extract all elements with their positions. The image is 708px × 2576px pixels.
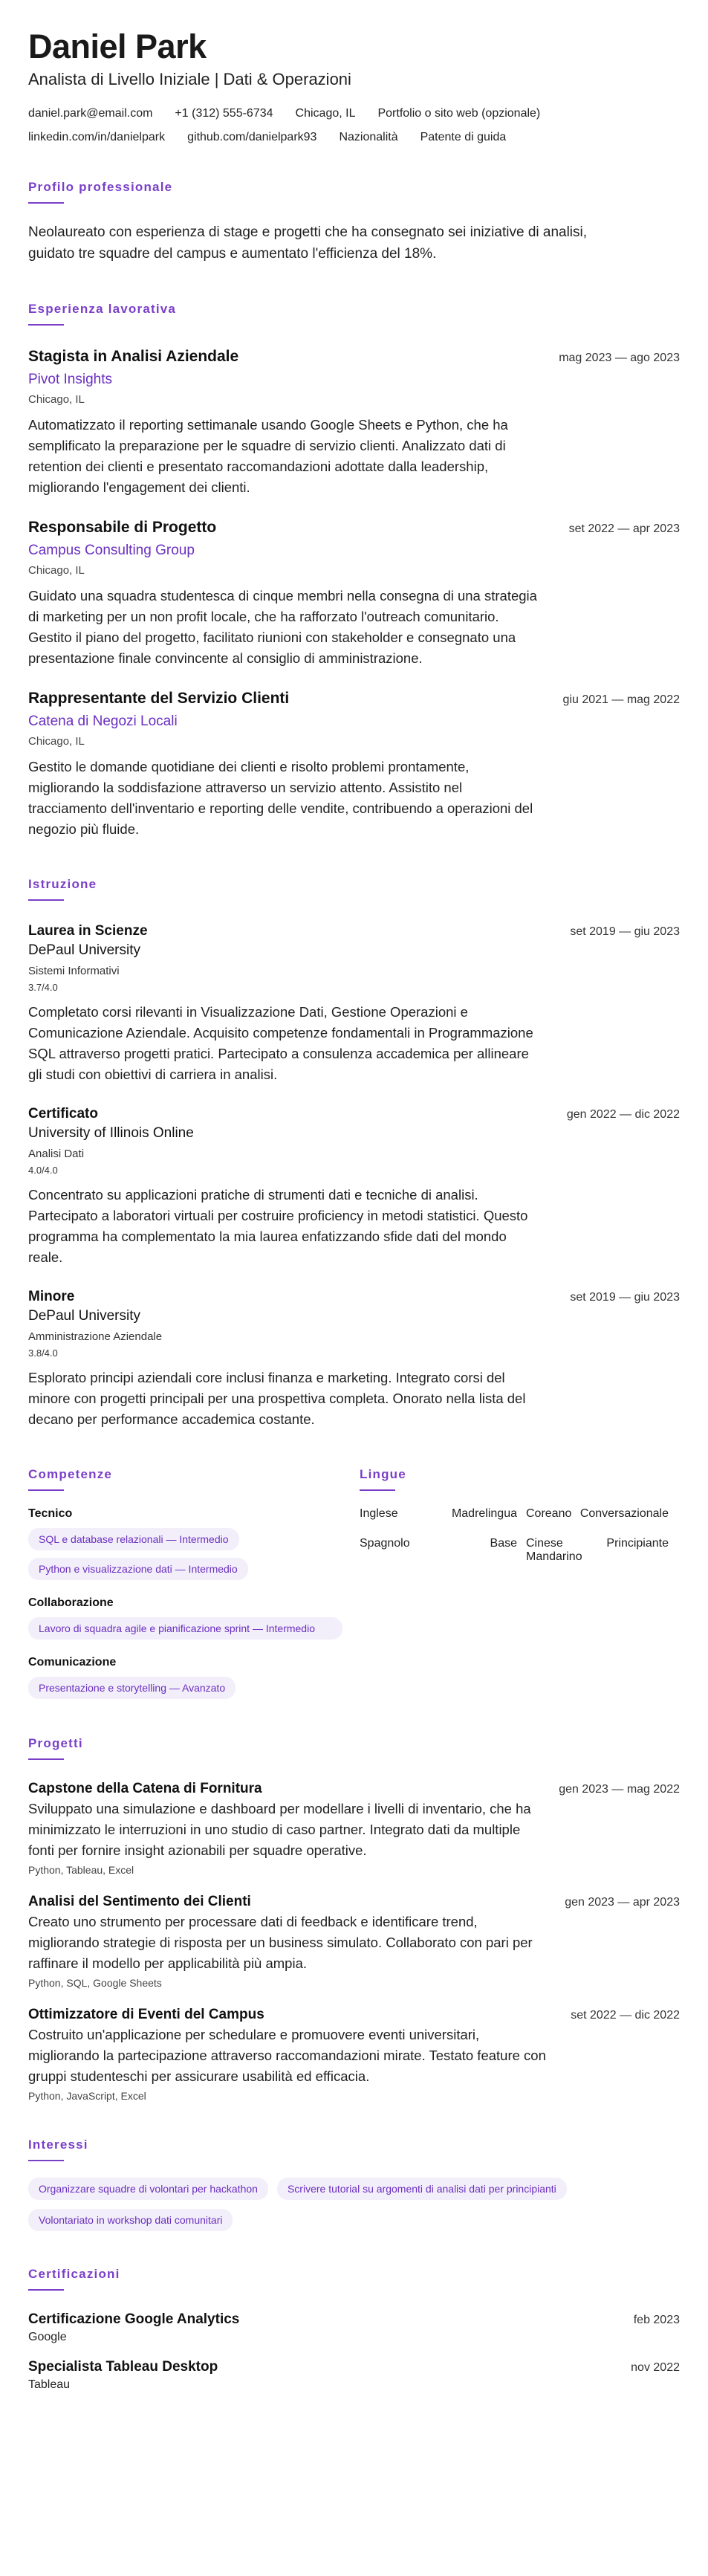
education-heading: Istruzione bbox=[28, 877, 97, 891]
field-of-study: Amministrazione Aziendale bbox=[28, 1330, 163, 1343]
skill-group-label: Tecnico bbox=[28, 1507, 73, 1520]
gpa: 3.7/4.0 bbox=[28, 982, 58, 993]
language-name: Coreano bbox=[526, 1507, 572, 1520]
language-level: Madrelingua bbox=[451, 1507, 517, 1520]
contact-nationality: Nazionalità bbox=[339, 131, 398, 143]
degree-title: Certificato bbox=[28, 1106, 98, 1122]
section-divider bbox=[28, 2160, 64, 2161]
project-description: Costruito un'applicazione per schedulare e promuovere eventi universitari, migliorando la partecipazione attraverso raccomandazioni mirate. Testato feature con gruppi studenteschi per assicurare usabilità ed efficacia. bbox=[28, 2027, 546, 2084]
project-entry bbox=[28, 1781, 680, 1876]
certification-title: Certificazione Google Analytics bbox=[28, 2311, 240, 2327]
contact-license: Patente di guida bbox=[420, 131, 507, 143]
interests-heading: Interessi bbox=[28, 2138, 88, 2152]
contact-github[interactable]: github.com/danielpark93 bbox=[187, 131, 317, 143]
section-divider bbox=[28, 1489, 64, 1491]
experience-section bbox=[28, 302, 680, 840]
profile-section bbox=[28, 180, 680, 265]
experience-heading: Esperienza lavorativa bbox=[28, 302, 177, 316]
school-name: University of Illinois Online bbox=[28, 1125, 194, 1141]
education-dates: gen 2022 — dic 2022 bbox=[566, 1108, 680, 1121]
school-name: DePaul University bbox=[28, 1308, 140, 1324]
job-description: Automatizzato il reporting settimanale usando Google Sheets e Python, che ha semplificato la preparazione per le squadre di servizio clienti. Analizzato dati di retention dei clienti e presentato raccomandazioni adottate dalla leadership, migliorando l'engagement dei clienti. bbox=[28, 417, 508, 495]
section-divider bbox=[28, 899, 64, 901]
skill-pill: Lavoro di squadra agile e pianificazione sprint — Intermedio bbox=[28, 1617, 342, 1640]
job-role: Responsabile di Progetto bbox=[28, 519, 217, 536]
project-description: Sviluppato una simulazione e dashboard per modellare i livelli di inventario, che ha minimizzato le interruzioni in uno studio di caso partner. Integrato dati da multiple fonti per fornire insight azionabili per squadre operative. bbox=[28, 1801, 531, 1858]
project-tech: Python, JavaScript, Excel bbox=[28, 2090, 146, 2102]
job-location: Chicago, IL bbox=[28, 393, 85, 406]
job-description: Guidato una squadra studentesca di cinque membri nella consegna di una strategia di marketing per un non profit locale, che ha rafforzato l'outreach comunitario. Gestito il piano del progetto, facilitato riunioni con stakeholder e consegnato una presentazione finale convincente al consiglio di amministrazione. bbox=[28, 588, 537, 666]
interest-pill: Organizzare squadre di volontari per hackathon bbox=[28, 2178, 268, 2200]
candidate-title: Analista di Livello Iniziale | Dati & Operazioni bbox=[28, 70, 351, 88]
education-dates: set 2019 — giu 2023 bbox=[570, 1291, 680, 1304]
interests-section bbox=[28, 2138, 680, 2231]
experience-entry bbox=[28, 348, 680, 498]
project-description: Creato uno strumento per processare dati di feedback e identificare trend, migliorando strategie di risposta per un business simulato. Collaborato con pari per raffinare il modello per applicabilità più ampia. bbox=[28, 1914, 533, 1971]
contact-portfolio[interactable]: Portfolio o sito web (opzionale) bbox=[377, 107, 541, 120]
skill-pill: Python e visualizzazione dati — Intermedio bbox=[28, 1558, 248, 1580]
education-entry bbox=[28, 923, 680, 1085]
job-dates: giu 2021 — mag 2022 bbox=[562, 693, 680, 706]
certification-date: nov 2022 bbox=[631, 2361, 680, 2374]
skill-pill: SQL e database relazionali — Intermedio bbox=[28, 1528, 239, 1550]
language-name: Cinese Mandarino bbox=[526, 1537, 582, 1563]
section-divider bbox=[28, 324, 64, 326]
interests-list bbox=[28, 2178, 667, 2231]
language-level: Base bbox=[490, 1537, 517, 1550]
education-entry bbox=[28, 1289, 680, 1430]
project-entry bbox=[28, 2007, 680, 2102]
profile-text: Neolaureato con esperienza di stage e progetti che ha consegnato sei iniziative di analisi, guidato tre squadre del campus e aumentato l'efficienza del 18%. bbox=[28, 224, 588, 262]
section-divider bbox=[28, 1758, 64, 1760]
language-name: Spagnolo bbox=[360, 1537, 410, 1550]
contact-email[interactable]: daniel.park@email.com bbox=[28, 107, 153, 120]
gpa: 3.8/4.0 bbox=[28, 1347, 58, 1359]
job-location: Chicago, IL bbox=[28, 564, 85, 577]
language-row bbox=[360, 1537, 675, 1564]
section-divider bbox=[28, 202, 64, 204]
project-title: Ottimizzatore di Eventi del Campus bbox=[28, 2007, 264, 2022]
education-description: Esplorato principi aziendali core inclusi finanza e marketing. Integrato corsi del minore con progetti principali per una prospettiva completa. Onorato nella lista del decano per performance accademica costante. bbox=[28, 1370, 526, 1427]
certification-date: feb 2023 bbox=[633, 2314, 680, 2326]
job-company: Pivot Insights bbox=[28, 372, 112, 387]
job-description: Gestito le domande quotidiane dei clienti e risolto problemi prontamente, migliorando la soddisfazione attraverso un servizio attento. Assistito nel tracciamento dell'inventario e reporting delle vendite, contribuendo a operazioni del negozio più fluide. bbox=[28, 759, 533, 837]
skills-section bbox=[28, 1467, 360, 1699]
certification-entry bbox=[28, 2311, 680, 2344]
skill-group-label: Comunicazione bbox=[28, 1656, 117, 1669]
header bbox=[28, 28, 680, 144]
gpa: 4.0/4.0 bbox=[28, 1165, 58, 1176]
project-dates: set 2022 — dic 2022 bbox=[571, 2009, 680, 2022]
education-dates: set 2019 — giu 2023 bbox=[570, 925, 680, 938]
job-company: Catena di Negozi Locali bbox=[28, 713, 178, 729]
job-role: Stagista in Analisi Aziendale bbox=[28, 348, 239, 365]
candidate-name: Daniel Park bbox=[28, 27, 207, 65]
certifications-section bbox=[28, 2267, 680, 2392]
projects-heading: Progetti bbox=[28, 1736, 83, 1750]
section-divider bbox=[360, 1489, 395, 1491]
degree-title: Minore bbox=[28, 1289, 75, 1304]
languages-section bbox=[360, 1467, 675, 1699]
project-entry bbox=[28, 1894, 680, 1989]
project-title: Analisi del Sentimento dei Clienti bbox=[28, 1894, 251, 1909]
skill-pill: Presentazione e storytelling — Avanzato bbox=[28, 1677, 236, 1699]
job-dates: set 2022 — apr 2023 bbox=[568, 522, 680, 535]
profile-heading: Profilo professionale bbox=[28, 180, 173, 194]
contact-list bbox=[28, 107, 667, 144]
school-name: DePaul University bbox=[28, 942, 140, 958]
education-entry bbox=[28, 1106, 680, 1268]
project-tech: Python, Tableau, Excel bbox=[28, 1864, 134, 1876]
certification-issuer: Tableau bbox=[28, 2378, 71, 2391]
language-level: Principiante bbox=[606, 1537, 669, 1550]
contact-linkedin[interactable]: linkedin.com/in/danielpark bbox=[28, 131, 166, 143]
education-section bbox=[28, 877, 680, 1430]
project-dates: gen 2023 — mag 2022 bbox=[559, 1783, 680, 1796]
experience-entry bbox=[28, 690, 680, 840]
education-description: Concentrato su applicazioni pratiche di strumenti dati e tecniche di analisi. Partecipato a laboratori virtuali per costruire proficiency in metodi statistici. Questo programma ha complementato la mia laurea enfatizzando sfide dati del mondo reale. bbox=[28, 1187, 528, 1265]
language-level: Conversazionale bbox=[579, 1507, 669, 1520]
job-location: Chicago, IL bbox=[28, 735, 85, 748]
interest-pill: Scrivere tutorial su argomenti di analisi dati per principianti bbox=[277, 2178, 567, 2200]
job-company: Campus Consulting Group bbox=[28, 543, 195, 558]
field-of-study: Sistemi Informativi bbox=[28, 965, 120, 977]
degree-title: Laurea in Scienze bbox=[28, 923, 148, 939]
section-divider bbox=[28, 2289, 64, 2291]
education-description: Completato corsi rilevanti in Visualizzazione Dati, Gestione Operazioni e Comunicazione Aziendale. Acquisito competenze fondamentali in Programmazione SQL attraverso progetti pratici. Partecipato a consulenza accademica per allineare gli studi con obiettivi di carriera in analisi. bbox=[28, 1004, 533, 1082]
interest-pill: Volontariato in workshop dati comunitari bbox=[28, 2209, 233, 2231]
certification-title: Specialista Tableau Desktop bbox=[28, 2359, 218, 2375]
field-of-study: Analisi Dati bbox=[28, 1148, 85, 1160]
job-dates: mag 2023 — ago 2023 bbox=[559, 352, 680, 364]
experience-entry bbox=[28, 519, 680, 669]
certification-issuer: Google bbox=[28, 2331, 67, 2343]
certifications-heading: Certificazioni bbox=[28, 2267, 120, 2281]
contact-phone[interactable]: +1 (312) 555-6734 bbox=[175, 107, 273, 120]
language-name: Inglese bbox=[360, 1507, 398, 1520]
languages-heading: Lingue bbox=[360, 1467, 406, 1481]
skills-heading: Competenze bbox=[28, 1467, 113, 1481]
projects-section bbox=[28, 1736, 680, 2102]
project-tech: Python, SQL, Google Sheets bbox=[28, 1977, 162, 1989]
project-dates: gen 2023 — apr 2023 bbox=[565, 1896, 680, 1909]
project-title: Capstone della Catena di Fornitura bbox=[28, 1781, 262, 1796]
skill-group-label: Collaborazione bbox=[28, 1596, 114, 1609]
language-row bbox=[360, 1507, 675, 1521]
skills-languages-row bbox=[28, 1467, 680, 1699]
certification-entry bbox=[28, 2359, 680, 2392]
contact-location: Chicago, IL bbox=[295, 107, 356, 120]
job-role: Rappresentante del Servizio Clienti bbox=[28, 690, 290, 707]
